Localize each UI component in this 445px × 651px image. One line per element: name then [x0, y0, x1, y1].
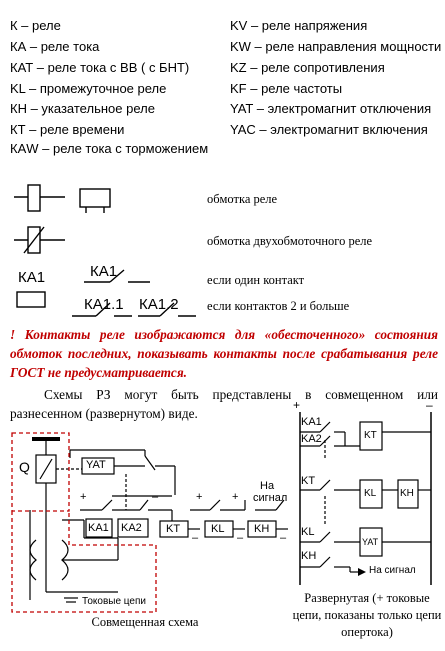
exp-kl-label: KL [301, 526, 315, 538]
legend-right-1: KW – реле направления мощности [230, 39, 442, 54]
ka1-coil-label: КА1 [18, 269, 46, 286]
signal-label: сигнал [253, 492, 288, 504]
legend-left-3: KL – промежуточное реле [10, 81, 167, 96]
legend-left-4: КН – указательное реле [10, 101, 155, 116]
kt-label: KT [166, 523, 181, 535]
ka1-label: KA1 [88, 522, 109, 534]
exp-yat-coil-label: YAT [362, 537, 379, 547]
legend-left-2: КАТ – реле тока с ВВ ( с БНТ) [10, 60, 190, 75]
minus-sign-1: – [152, 491, 159, 503]
minus-sign-2: – [192, 532, 199, 544]
exp-kt-label: KT [301, 475, 316, 487]
plus-sign-2: + [196, 491, 203, 503]
ka11-contact-label: КА1.1 [84, 296, 124, 313]
combined-caption: Совмещенная схема [91, 615, 199, 629]
exp-kh-coil-label: KH [400, 488, 414, 499]
legend-left-6: КАW – реле тока с торможением [10, 141, 209, 156]
legend-right-2: KZ – реле сопротивления [230, 60, 385, 75]
ka12-contact-label: КА1.2 [139, 296, 179, 313]
ka1-contact-label: КА1 [90, 263, 118, 280]
exp-kl-coil-label: KL [364, 488, 377, 499]
exp-plus-label: + [293, 398, 301, 412]
exp-ka2-label: KA2 [301, 433, 322, 445]
kl-label: KL [211, 523, 225, 535]
na-label: На [260, 480, 275, 492]
current-circuits-label: Токовые цепи [82, 596, 146, 607]
legend-left-5: КТ – реле времени [10, 122, 125, 137]
legend-right-5: YAC – электромагнит включения [230, 122, 428, 137]
legend-right-3: KF – реле частоты [230, 81, 343, 96]
legend-right-0: KV – реле напряжения [230, 18, 368, 33]
plus-sign-3: + [232, 491, 239, 503]
minus-sign-4: – [280, 532, 287, 544]
single-contact-caption: если один контакт [207, 273, 305, 287]
ka2-label: KA2 [121, 522, 142, 534]
kh-label: KH [254, 523, 270, 535]
exp-signal-label: На сигнал [369, 565, 416, 576]
exp-kt-coil-label: KT [364, 430, 377, 441]
yat-label: YAT [86, 459, 106, 471]
expanded-caption: Развернутая (+ токовые цепи, показаны только цепи опертока) [292, 591, 442, 639]
signal-arrow [358, 568, 366, 576]
exp-ka1-label: KA1 [301, 416, 322, 428]
exp-kh-label: KH [301, 550, 317, 562]
exp-minus-label: – [426, 398, 433, 412]
legend-left-0: К – реле [10, 18, 61, 33]
minus-sign-3: – [237, 532, 244, 544]
multi-contact-caption: если контактов 2 и больше [207, 299, 350, 313]
legend-right-4: YAT – электромагнит отключения [230, 101, 432, 116]
legend-left-1: КА – реле тока [10, 39, 100, 54]
q-label: Q [19, 459, 30, 475]
schemes-paragraph: Схемы РЗ могут быть представлены в совмещенном или разнесенном (развернутом) виде. [10, 387, 438, 421]
plus-sign-1: + [80, 491, 87, 503]
warning-note: ! Контакты реле изображаются для «обесточенного» состояния обмоток последних, показывать контакты после срабатывания реле ГОСТ не предусматривается. [10, 327, 438, 380]
dual-winding-caption: обмотка двухобмоточного реле [207, 234, 373, 248]
winding-caption: обмотка реле [207, 192, 278, 206]
